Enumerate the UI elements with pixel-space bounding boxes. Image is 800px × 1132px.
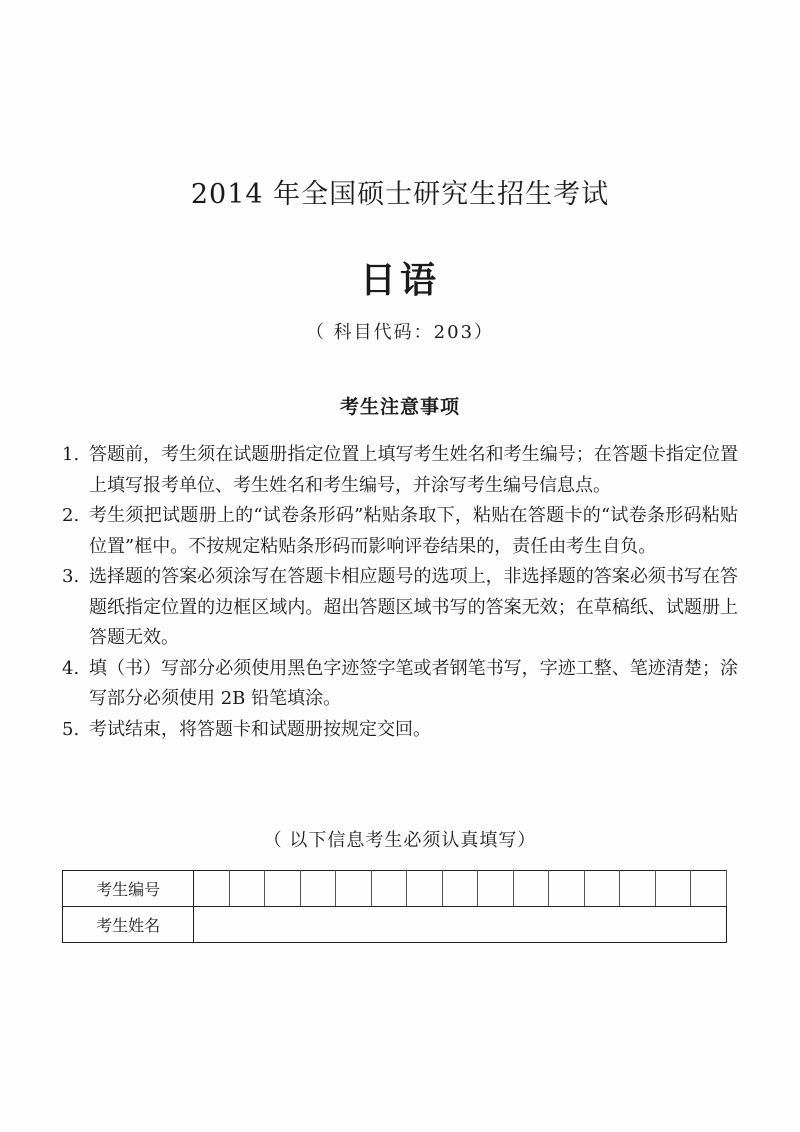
candidate-number-digit-box[interactable] (655, 871, 691, 907)
notice-item-text: 填（书）写部分必须使用黑色字迹签字笔或者钢笔书写，字迹工整、笔迹清楚；涂写部分必须使用 2B 铅笔填涂。 (89, 657, 738, 709)
candidate-number-digit-box[interactable] (371, 871, 407, 907)
candidate-number-digit-box[interactable] (620, 871, 656, 907)
candidate-number-digit-box[interactable] (300, 871, 336, 907)
subject-code: （ 科目代码：203） (305, 322, 495, 343)
notice-item-number: 3. (62, 566, 80, 587)
notice-item-3 (62, 562, 738, 654)
notice-item-4 (62, 654, 738, 715)
candidate-number-digit-box[interactable] (584, 871, 620, 907)
notice-item-number: 5. (62, 718, 80, 740)
candidate-number-digit-box[interactable] (478, 871, 514, 907)
candidate-number-digit-box[interactable] (442, 871, 478, 907)
notice-heading: 考生注意事项 (339, 396, 460, 418)
candidate-number-digit-box[interactable] (407, 871, 443, 907)
candidate-name-label: 考生姓名 (63, 907, 194, 943)
candidate-number-digit-box[interactable] (265, 871, 301, 907)
candidate-name-field[interactable] (194, 907, 727, 943)
candidate-number-digit-box[interactable] (194, 871, 230, 907)
notice-item-text: 选择题的答案必须涂写在答题卡相应题号的选项上，非选择题的答案必须书写在答题纸指定位置的边框区域内。超出答题区域书写的答案无效；在草稿纸、试题册上答题无效。 (89, 566, 738, 648)
notice-item-number: 2. (62, 505, 80, 526)
exam-title: 2014 年全国硕士研究生招生考试 (190, 179, 610, 210)
candidate-number-digit-box[interactable] (549, 871, 585, 907)
notice-item-text: 考生须把试题册上的“试卷条形码”粘贴条取下，粘贴在答题卡的“试卷条形码粘贴位置”框中。不按规定粘贴条形码而影响评卷结果的，责任由考生自负。 (89, 505, 738, 557)
candidate-number-row (63, 871, 727, 907)
candidate-number-label: 考生编号 (63, 871, 194, 907)
candidate-info-table (62, 870, 727, 943)
notice-item-text: 答题前，考生须在试题册指定位置上填写考生姓名和考生编号；在答题卡指定位置上填写报考单位、考生姓名和考生编号，并涂写考生编号信息点。 (89, 444, 738, 496)
notice-item-text: 考试结束，将答题卡和试题册按规定交回。 (89, 718, 431, 740)
notice-item-2 (62, 501, 738, 562)
info-form-caption: （ 以下信息考生必须认真填写） (263, 830, 537, 851)
subject-title: 日语 (359, 260, 440, 301)
candidate-name-row (63, 907, 727, 943)
notice-list (62, 440, 738, 745)
candidate-number-digit-box[interactable] (513, 871, 549, 907)
notice-item-1 (62, 440, 738, 501)
notice-item-number: 4. (62, 657, 80, 679)
candidate-number-digit-box[interactable] (336, 871, 372, 907)
notice-item-number: 1. (62, 444, 80, 465)
candidate-number-digit-box[interactable] (691, 871, 727, 907)
notice-item-5 (62, 715, 738, 746)
candidate-number-digit-box[interactable] (229, 871, 265, 907)
